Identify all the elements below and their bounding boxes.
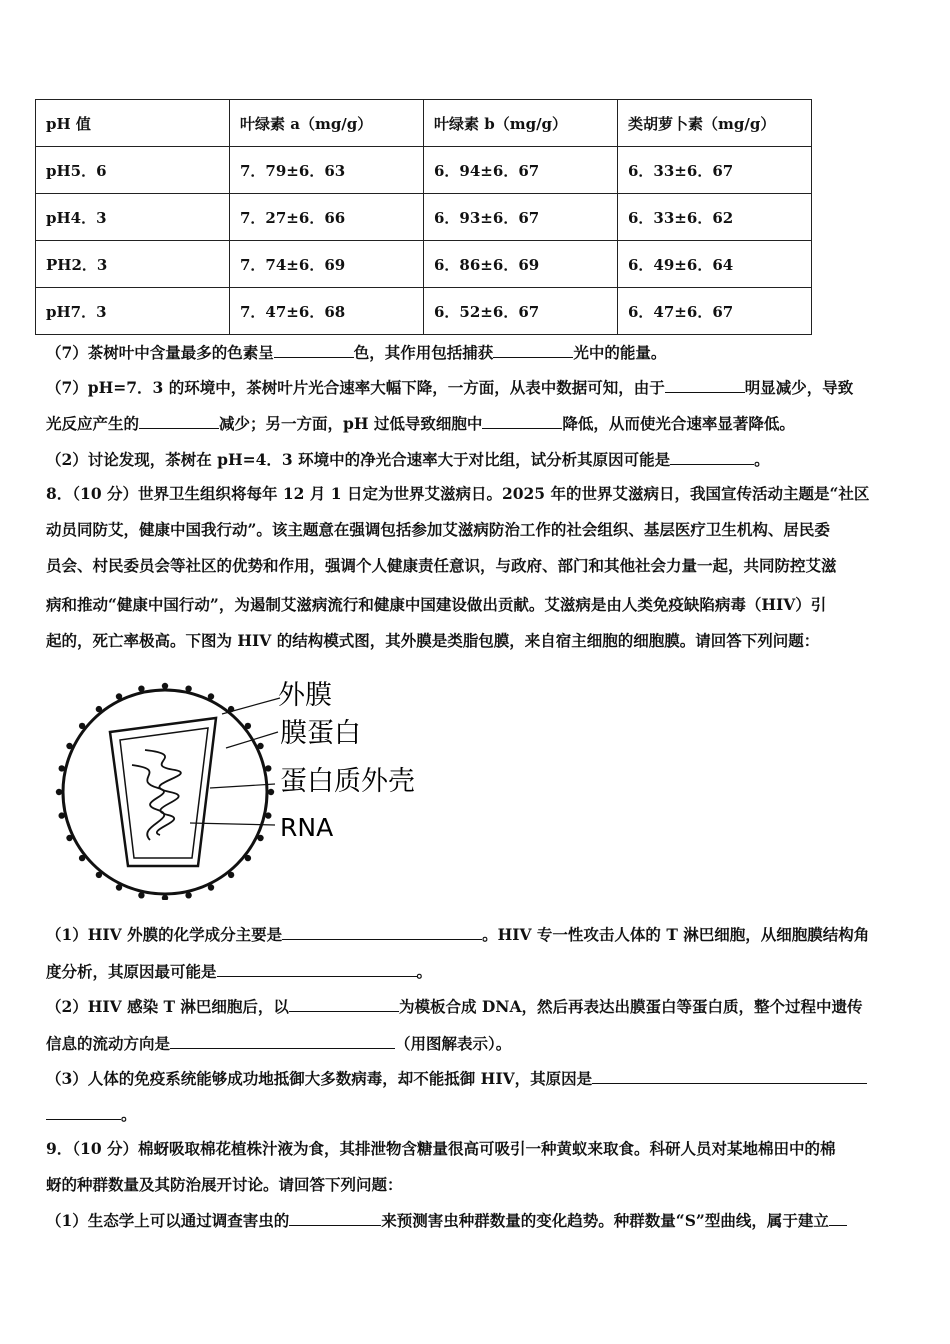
membrane-protein-spike — [96, 706, 102, 712]
answer-blank[interactable] — [274, 342, 354, 358]
membrane-protein-spike — [138, 686, 144, 692]
membrane-protein-spike — [162, 683, 168, 689]
hiv-structure-diagram — [40, 670, 440, 900]
membrane-protein-spike — [56, 789, 62, 795]
membrane-protein-spike — [116, 884, 122, 890]
table-cell: 6．33±6．62 — [618, 194, 812, 241]
question-8-line1: 8．（10 分）世界卫生组织将每年 12 月 1 日定为世界艾滋病日。2025 年的世界艾滋病日，我国宣传活动主题是“社区 — [46, 484, 870, 503]
membrane-protein-spike — [185, 686, 191, 692]
table-row — [36, 288, 812, 335]
figure-label-protein-capsid: 蛋白质外壳 — [280, 766, 415, 797]
question-8-line5: 起的，死亡率极高。下图为 HIV 的结构模式图，其外膜是类脂包膜，来自宿主细胞的细胞膜。请回答下列问题： — [46, 631, 820, 650]
question-7a: （7）茶树叶中含量最多的色素呈 色，其作用包括捕获 光中的能量。 — [46, 343, 667, 362]
answer-blank[interactable] — [493, 342, 573, 358]
pigment-table — [35, 99, 812, 335]
membrane-protein-spike — [265, 812, 271, 818]
membrane-protein-spike — [59, 812, 65, 818]
membrane-protein-spike — [66, 743, 72, 749]
question-8-1-line2: 度分析，其原因最可能是 。 — [46, 962, 433, 981]
question-9-line2: 蚜的种群数量及其防治展开讨论。请回答下列问题： — [46, 1175, 403, 1194]
membrane-protein-spike — [257, 743, 263, 749]
answer-blank[interactable] — [289, 996, 399, 1012]
question-7b-line2: 光反应产生的 减少；另一方面，pH 过低导致细胞中 降低，从而使光合速率显著降低。 — [46, 414, 795, 433]
hiv-virus-illustration — [56, 683, 280, 900]
membrane-protein-spike — [228, 872, 234, 878]
question-9-line3: （1）生态学上可以通过调查害虫的 来预测害虫种群数量的变化趋势。种群数量“S”型曲线，属于建立 — [46, 1210, 847, 1231]
table-cell: pH7．3 — [36, 288, 230, 335]
answer-blank[interactable] — [289, 1210, 381, 1226]
membrane-protein-spike — [245, 723, 251, 729]
membrane-protein-spike — [116, 693, 122, 699]
table-header-cell: 叶绿素 a（mg/g） — [230, 100, 424, 147]
table-cell: pH5．6 — [36, 147, 230, 194]
question-2: （2）讨论发现，茶树在 pH=4．3 环境中的净光合速率大于对比组，试分析其原因可能是 。 — [46, 450, 770, 469]
membrane-protein-spike — [208, 884, 214, 890]
table-cell: 6．93±6．67 — [424, 194, 618, 241]
answer-blank[interactable] — [46, 1104, 121, 1120]
table-row — [36, 147, 812, 194]
membrane-protein-spike — [138, 892, 144, 898]
question-8-line2: 动员同防艾，健康中国我行动”。该主题意在强调包括参加艾滋病防治工作的社会组织、基层医疗卫生机构、居民委 — [46, 520, 830, 539]
membrane-protein-spike — [208, 693, 214, 699]
table-row — [36, 241, 812, 288]
membrane-protein-spike — [257, 835, 263, 841]
table-cell: 7．47±6．68 — [230, 288, 424, 335]
answer-blank[interactable] — [665, 377, 745, 393]
answer-blank[interactable] — [670, 449, 754, 465]
membrane-protein-spike — [245, 855, 251, 861]
answer-blank[interactable] — [139, 413, 219, 429]
table-cell: 6．33±6．67 — [618, 147, 812, 194]
table-cell: 7．74±6．69 — [230, 241, 424, 288]
question-8-line3: 员会、村民委员会等社区的优势和作用，强调个人健康责任意识，与政府、部门和其他社会力量一起，共同防控艾滋 — [46, 556, 837, 575]
table-cell: 7．27±6．66 — [230, 194, 424, 241]
membrane-protein-spike — [268, 789, 274, 795]
figure-label-membrane-protein: 膜蛋白 — [280, 718, 361, 749]
figure-label-rna: RNA — [280, 813, 334, 842]
table-header-cell: 类胡萝卜素（mg/g） — [618, 100, 812, 147]
question-7b-line1: （7）pH=7．3 的环境中，茶树叶片光合速率大幅下降，一方面，从表中数据可知，由于 明显减少，导致 — [46, 378, 854, 397]
answer-blank[interactable] — [482, 413, 562, 429]
table-cell: pH4．3 — [36, 194, 230, 241]
membrane-protein-spike — [185, 892, 191, 898]
table-cell: PH2．3 — [36, 241, 230, 288]
table-cell: 6．52±6．67 — [424, 288, 618, 335]
table-header-cell: 叶绿素 b（mg/g） — [424, 100, 618, 147]
membrane-protein-spike — [79, 855, 85, 861]
table-row — [36, 194, 812, 241]
question-9-line1: 9．（10 分）棉蚜吸取棉花植株汁液为食，其排泄物含糖量很高可吸引一种黄蚁来取食。科研人员对某地棉田中的棉 — [46, 1139, 836, 1158]
membrane-protein-spike — [79, 723, 85, 729]
table-header-cell: pH 值 — [36, 100, 230, 147]
answer-blank[interactable] — [829, 1210, 847, 1226]
question-8-1-line1: （1）HIV 外膜的化学成分主要是 。HIV 专一性攻击人体的 T 淋巴细胞，从细胞膜结构角 — [46, 925, 870, 944]
membrane-protein-spike — [66, 835, 72, 841]
answer-blank[interactable] — [282, 924, 482, 940]
table-header-row — [36, 100, 812, 147]
question-8-line4: 病和推动“健康中国行动”，为遏制艾滋病流行和健康中国建设做出贡献。艾滋病是由人类免疫缺陷病毒（HIV）引 — [46, 595, 827, 614]
table-cell: 6．86±6．69 — [424, 241, 618, 288]
table-cell: 6．49±6．64 — [618, 241, 812, 288]
question-8-3-line2: 。 — [46, 1104, 137, 1125]
table-cell: 7．79±6．63 — [230, 147, 424, 194]
membrane-protein-spike — [96, 872, 102, 878]
table-cell: 6．47±6．67 — [618, 288, 812, 335]
question-8-3-line1: （3）人体的免疫系统能够成功地抵御大多数病毒，却不能抵御 HIV，其原因是 — [46, 1068, 867, 1089]
membrane-protein-spike — [265, 765, 271, 771]
question-8-2-line2: 信息的流动方向是 （用图解表示）。 — [46, 1034, 512, 1053]
question-8-2-line1: （2）HIV 感染 T 淋巴细胞后，以 为模板合成 DNA，然后再表达出膜蛋白等蛋白质，整个过程中遗传 — [46, 997, 863, 1016]
answer-blank[interactable] — [592, 1068, 867, 1084]
answer-blank[interactable] — [217, 961, 417, 977]
table-cell: 6．94±6．67 — [424, 147, 618, 194]
figure-label-outer-membrane: 外膜 — [278, 680, 332, 711]
membrane-protein-spike — [59, 765, 65, 771]
membrane-protein-spike — [162, 895, 168, 900]
answer-blank[interactable] — [170, 1033, 395, 1049]
